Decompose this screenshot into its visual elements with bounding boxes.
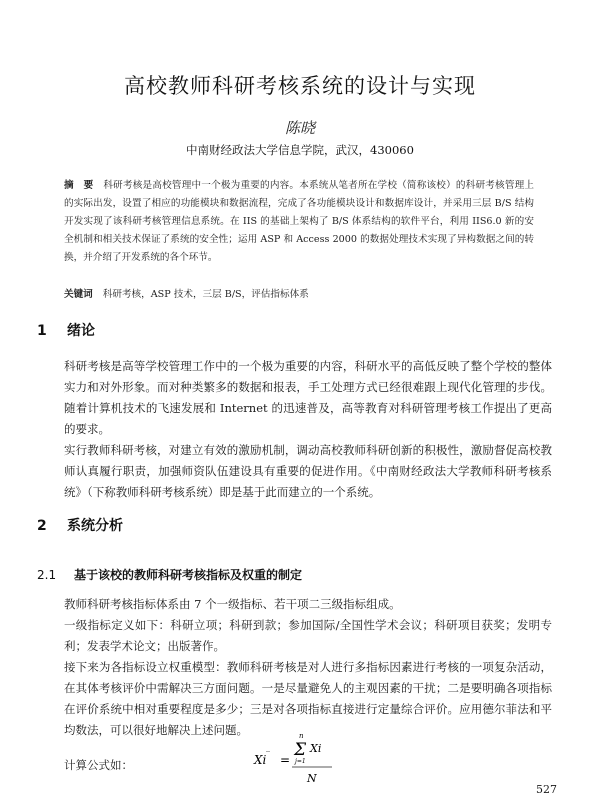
section-2-1-paragraph-2: 一级指标定义如下：科研立项；科研到款；参加国际/全国性学术会议；科研项目获奖；发明专利；发表学术论文；出版著作。 — [64, 618, 552, 653]
section-1-number: 1 — [37, 323, 47, 339]
formula-lhs: Xi — [254, 753, 267, 767]
page-number: 527 — [536, 783, 557, 796]
section-2-1-paragraph-1: 教师科研考核指标体系由 7 个一级指标、若干项二三级指标组成。 — [64, 597, 401, 611]
abstract — [64, 177, 534, 267]
formula-numerator: Xi — [310, 742, 322, 755]
section-2-heading — [37, 515, 123, 535]
section-2-number: 2 — [37, 518, 47, 534]
section-2-1-title: 基于该校的教师科研考核指标及权重的制定 — [74, 568, 303, 582]
section-1-heading — [37, 320, 95, 340]
section-2-1-heading — [37, 566, 302, 583]
formula-sum-bottom: j=1 — [295, 758, 306, 765]
keywords-label: 关键词 — [64, 289, 93, 300]
formula — [252, 728, 352, 788]
abstract-text: 科研考核是高校管理中一个极为重要的内容。本系统从笔者所在学校（简称该校）的科研考核管理上的实际出发，设置了相应的功能模块和数据流程，完成了各功能模块设计和数据库设计，并采用三层 B/S 结构开发实现了该科研考核管理信息系统。在 IIS 的基础上架构了 B/S 体系结构的软件平台，利用 IIS6.0 新的安全机制和相关技术保证了系统的安全性；运用 ASP 和 Access 2000 的数据处理技术实现了异构数据之间的转换，并介绍了开发系统的各个环节。 — [64, 180, 534, 263]
section-1-title: 绪论 — [67, 323, 95, 339]
formula-sigma: Σ — [294, 740, 307, 760]
section-2-1-number: 2.1 — [37, 568, 57, 582]
abstract-label: 摘 要 — [64, 180, 94, 191]
formula-sum-top: n — [299, 732, 304, 740]
section-2-1-paragraph-3: 接下来为各指标设立权重模型：教师科研考核是对人进行多指标因素进行考核的一项复杂活动，在其体考核评价中需解决三方面问题。一是尽量避免人的主观因素的干扰；二是要明确各项指标在评价系统中相对重要程度是多少；三是对各项指标直接进行定量综合评价。应用德尔菲法和平均数法，可以很好地解决上述问题。 — [64, 660, 552, 737]
section-1-paragraph-2: 实行教师科研考核，对建立有效的激励机制，调动高校教师科研创新的积极性，激励督促高校教师认真履行职责，加强师资队伍建设具有重要的促进作用。《中南财经政法大学教师科研考核系统》（下称教师科研考核系统）即是基于此而建立的一个系统。 — [64, 443, 552, 499]
section-1-paragraph-1: 科研考核是高等学校管理工作中的一个极为重要的内容，科研水平的高低反映了整个学校的整体实力和对外形象。而对种类繁多的数据和报表，手工处理方式已经很难跟上现代化管理的步伐。随着计算机技术的飞速发展和 Internet 的迅速普及，高等教育对科研管理考核工作提出了更高的要求。 — [64, 359, 552, 436]
section-2-title: 系统分析 — [67, 518, 123, 534]
affiliation: 中南财经政法大学信息学院，武汉，430060 — [186, 143, 414, 157]
author-name: 陈晓 — [284, 119, 315, 137]
paper-title: 高校教师科研考核系统的设计与实现 — [124, 74, 476, 98]
formula-denominator: N — [307, 772, 317, 785]
formula-graphic — [252, 728, 352, 788]
formula-equals: = — [280, 753, 291, 767]
formula-label: 计算公式如： — [64, 758, 133, 772]
keywords-text: 科研考核，ASP 技术，三层 B/S，评估指标体系 — [102, 289, 309, 300]
formula-lhs-bar: ‾ — [266, 751, 270, 760]
keywords — [64, 286, 534, 300]
